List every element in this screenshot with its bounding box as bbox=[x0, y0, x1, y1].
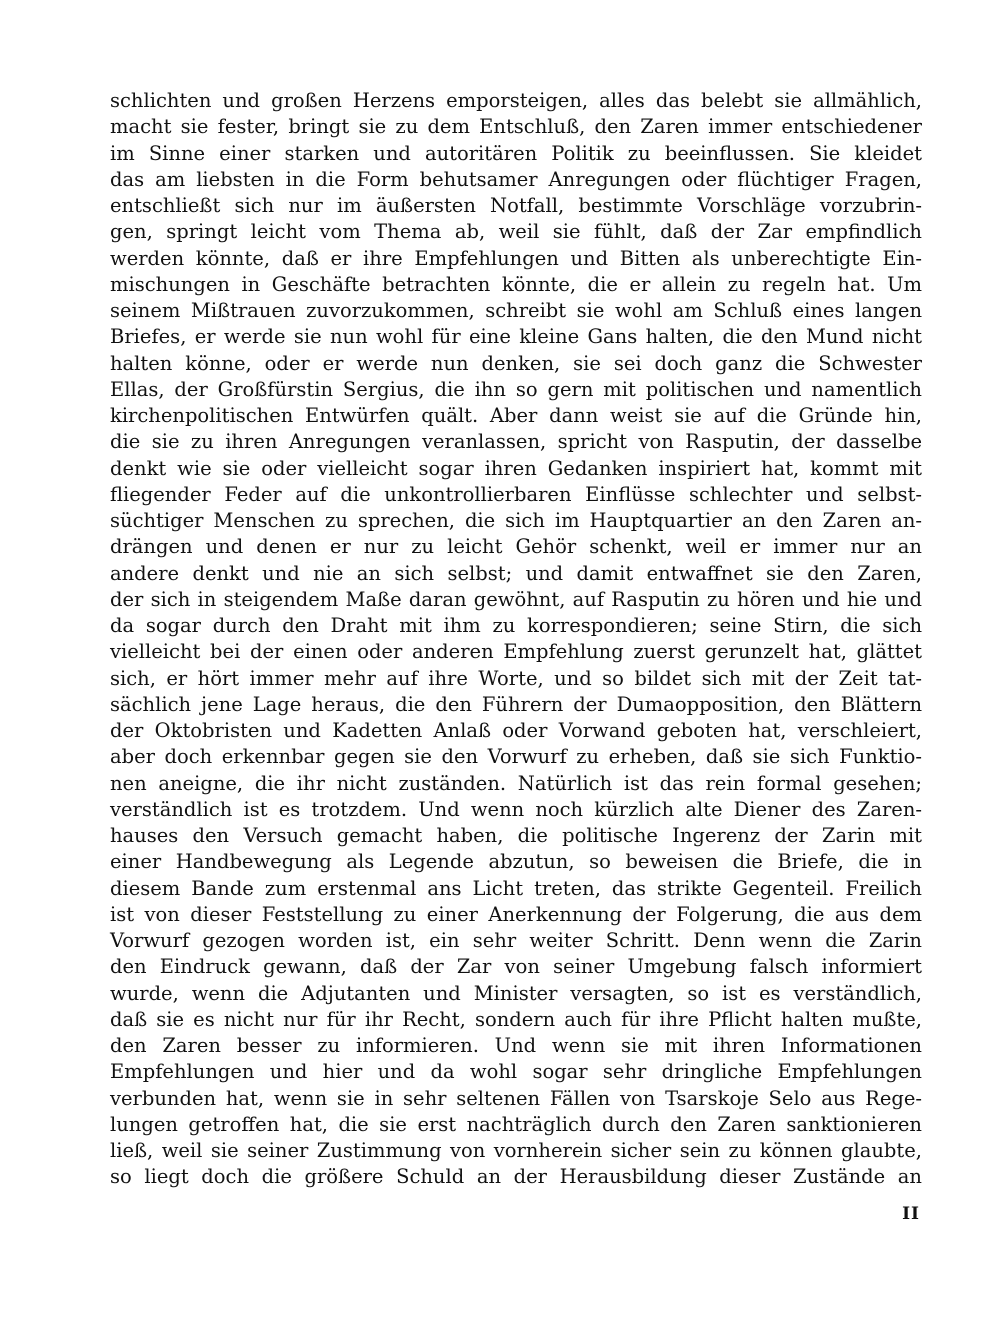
text-line: gen, springt leicht vom Thema ab, weil sie fühlt, daß der Zar empfindlich bbox=[110, 220, 922, 244]
text-line: ist von dieser Feststellung zu einer Anerkennung der Folgerung, die aus dem bbox=[110, 902, 922, 926]
text-line: halten könne, oder er werde nun denken, sie sei doch ganz die Schwester bbox=[110, 351, 922, 375]
text-line: lungen getroffen hat, die sie erst nachträglich durch den Zaren sanktionieren bbox=[110, 1112, 922, 1136]
text-line: Empfehlungen und hier und da wohl sogar sehr dringliche Empfehlungen bbox=[110, 1060, 922, 1084]
text-line: kirchenpolitischen Entwürfen quält. Aber dann weist sie auf die Gründe hin, bbox=[110, 404, 922, 427]
text-line: der Oktobristen und Kadetten Anlaß oder Vorwand geboten hat, verschleiert, bbox=[110, 719, 922, 742]
text-line: aber doch erkennbar gegen sie den Vorwurf zu erheben, daß sie sich Funktio- bbox=[110, 745, 922, 769]
text-line: seinem Mißtrauen zuvorzukommen, schreibt sie wohl am Schluß eines langen bbox=[110, 299, 922, 322]
text-line: süchtiger Menschen zu sprechen, die sich im Hauptquartier an den Zaren an- bbox=[110, 509, 922, 532]
text-line: hauses den Versuch gemacht haben, die politische Ingerenz der Zarin mit bbox=[110, 824, 922, 847]
text-line: mischungen in Geschäfte betrachten könnte, die er allein zu regeln hat. Um bbox=[110, 272, 922, 296]
text-line: daß sie es nicht nur für ihr Recht, sondern auch für ihre Pflicht halten mußte, bbox=[110, 1007, 922, 1031]
text-line: nen aneigne, die ihr nicht zuständen. Natürlich ist das rein formal gesehen; bbox=[110, 771, 922, 795]
text-line: vielleicht bei der einen oder anderen Empfehlung zuerst gerunzelt hat, glättet bbox=[110, 640, 922, 664]
text-line: der sich in steigendem Maße daran gewöhnt, auf Rasputin zu hören und hie und bbox=[110, 587, 922, 611]
text-line: im Sinne einer starken und autoritären Politik zu beeinflussen. Sie kleidet bbox=[110, 141, 922, 165]
text-line: fliegender Feder auf die unkontrollierbaren Einflüsse schlechter und selbst- bbox=[110, 482, 922, 506]
text-line: die sie zu ihren Anregungen veranlassen, spricht von Rasputin, der dasselbe bbox=[110, 430, 922, 454]
text-line: einer Handbewegung als Legende abzutun, so beweisen die Briefe, die in bbox=[110, 850, 922, 874]
page-number: II bbox=[902, 1204, 920, 1224]
text-line: sich, er hört immer mehr auf ihre Worte, und so bildet sich mit der Zeit tat- bbox=[110, 666, 922, 690]
text-line: sächlich jene Lage heraus, die den Führern der Dumaopposition, den Blättern bbox=[110, 692, 922, 716]
text-line: das am liebsten in die Form behutsamer Anregungen oder flüchtiger Fragen, bbox=[110, 167, 922, 191]
text-line: diesem Bande zum erstenmal ans Licht treten, das strikte Gegenteil. Freilich bbox=[110, 876, 922, 900]
text-line: so liegt doch die größere Schuld an der Herausbildung dieser Zustände an bbox=[110, 1165, 922, 1189]
text-line: Ellas, der Großfürstin Sergius, die ihn so gern mit politischen und namentlich bbox=[110, 377, 922, 401]
text-line: den Eindruck gewann, daß der Zar von seiner Umgebung falsch informiert bbox=[110, 955, 922, 979]
text-line: wurde, wenn die Adjutanten und Minister versagten, so ist es verständlich, bbox=[110, 981, 922, 1005]
text-line: Briefes, er werde sie nun wohl für eine kleine Gans halten, die den Mund nicht bbox=[110, 325, 922, 349]
text-line: verbunden hat, wenn sie in sehr seltenen Fällen von Tsarskoje Selo aus Rege- bbox=[110, 1086, 922, 1110]
body-text bbox=[110, 88, 922, 1191]
text-line: entschließt sich nur im äußersten Notfall, bestimmte Vorschläge vorzubrin- bbox=[110, 194, 922, 217]
text-line: verständlich ist es trotzdem. Und wenn noch kürzlich alte Diener des Zaren- bbox=[110, 797, 922, 821]
text-line: ließ, weil sie seiner Zustimmung von vornherein sicher sein zu können glaubte, bbox=[110, 1139, 922, 1162]
text-line: da sogar durch den Draht mit ihm zu korrespondieren; seine Stirn, die sich bbox=[110, 614, 922, 637]
text-line: den Zaren besser zu informieren. Und wenn sie mit ihren Informationen bbox=[110, 1034, 922, 1057]
text-line: werden könnte, daß er ihre Empfehlungen und Bitten als unberechtigte Ein- bbox=[110, 246, 922, 270]
text-line: drängen und denen er nur zu leicht Gehör schenkt, weil er immer nur an bbox=[110, 535, 922, 559]
text-line: Vorwurf gezogen worden ist, ein sehr weiter Schritt. Denn wenn die Zarin bbox=[110, 929, 922, 952]
text-line: denkt wie sie oder vielleicht sogar ihren Gedanken inspiriert hat, kommt mit bbox=[110, 456, 922, 480]
text-line: andere denkt und nie an sich selbst; und damit entwaffnet sie den Zaren, bbox=[110, 561, 922, 585]
text-line: schlichten und großen Herzens emporsteigen, alles das belebt sie allmählich, bbox=[110, 89, 922, 112]
text-line: macht sie fester, bringt sie zu dem Entschluß, den Zaren immer entschiedener bbox=[110, 115, 922, 139]
